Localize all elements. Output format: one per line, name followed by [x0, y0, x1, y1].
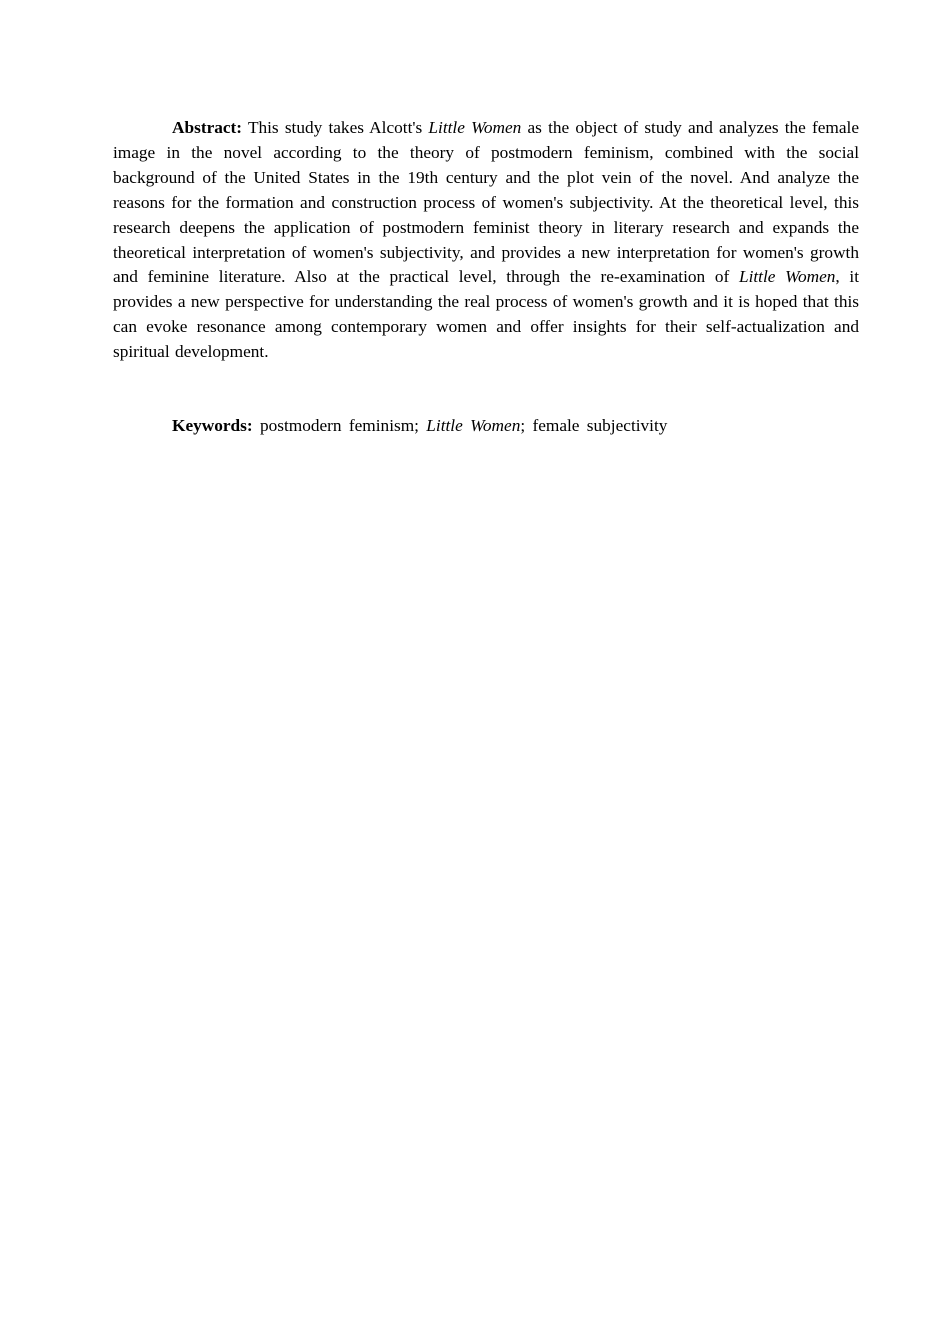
abstract-text-part1: This study takes Alcott's	[247, 118, 423, 137]
keyword-item-2: ; female subjectivity	[520, 416, 668, 435]
abstract-text-part3: , it provides a new perspective for understanding the real process of women's growth and it is hoped that this can evoke resonance among contemporary women and offer insights for their self-actualization and spiritual development.	[113, 267, 860, 362]
keywords-label: Keywords:	[172, 416, 253, 435]
keyword-item-1: postmodern feminism;	[259, 416, 419, 435]
abstract-book-title-2: Little Women	[738, 267, 836, 287]
keyword-book-title: Little Women	[426, 416, 521, 435]
keywords-paragraph	[113, 414, 859, 439]
abstract-label: Abstract:	[172, 118, 243, 137]
abstract-book-title-1: Little Women	[428, 118, 522, 137]
abstract-paragraph	[113, 116, 859, 365]
abstract-text-part2: as the object of study and analyzes the female image in the novel according to the theory of postmodern feminism, combined with the social background of the United States in the 19th century and the plot vein of the novel. And analyze the reasons for the formation and construction process of women's subjectivity. At the theoretical level, this research deepens the application of postmodern feminist theory in literary research and expands the theoretical interpretation of women's subjectivity, and provides a new interpretation for women's growth and feminine literature. Also at the practical level, through the re-examination of	[113, 118, 860, 287]
